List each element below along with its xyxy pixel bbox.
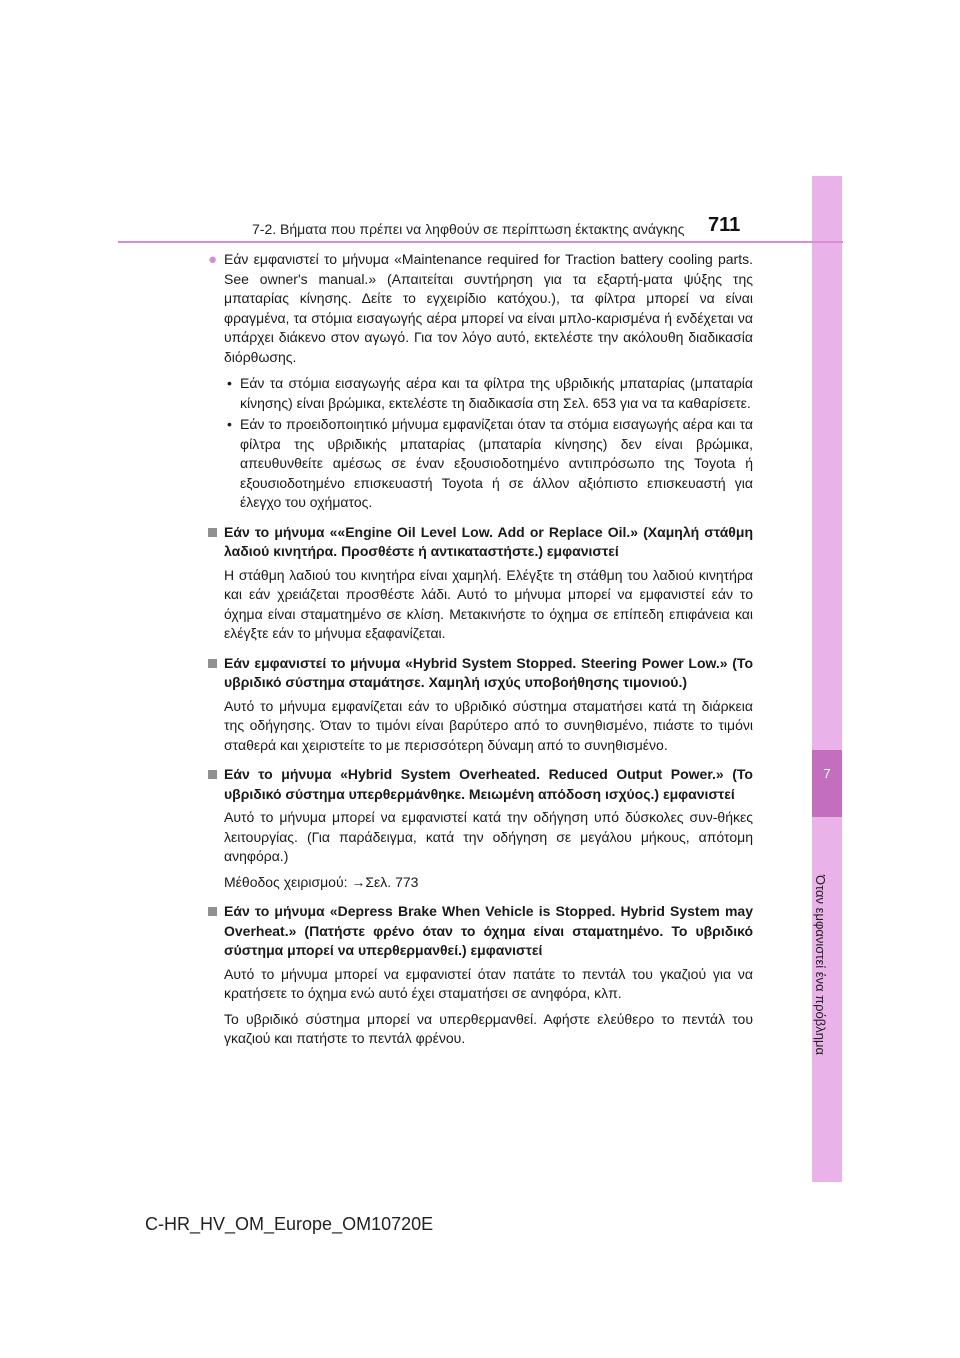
section-body: Αυτό το μήνυμα μπορεί να εμφανιστεί όταν πατάτε το πεντάλ του γκαζιού για να κρατήσετε το όχημα ενώ αυτό έχει σταματήσει σε ανηφόρα, κλπ. (224, 965, 753, 1001)
list-item: • Εάν τα στόμια εισαγωγής αέρα και τα φίλτρα της υβριδικής μπαταρίας (μπαταρία κίνησης) είναι βρώμικα, εκτελέστε τη διαδικασία στη Σελ. 653 για να τα καθαρίσετε. (227, 375, 753, 411)
header-divider (118, 241, 843, 243)
section-body: Η στάθμη λαδιού του κινητήρα είναι χαμηλή. Ελέγξτε τη στάθμη του λαδιού κινητήρα και εάν χρειάζεται προσθέστε λάδι. Αυτό το μήνυμα μπορεί να εμφανιστεί εάν το όχημα είναι σταματημένο σε κλίση. Μετακινήστε το όχημα σε επίπεδη επιφάνεια και ελέγξτε εάν το μήνυμα εξαφανίζεται. (224, 566, 753, 641)
dot-bullet-icon: • (227, 416, 232, 432)
square-bullet-icon (208, 907, 217, 916)
operation-method: Μέθοδος χειρισμού: →Σελ. 773 (224, 873, 419, 890)
intro-paragraph (208, 250, 753, 367)
document-code: C-HR_HV_OM_Europe_OM10720E (145, 1214, 434, 1234)
section-title: Εάν το μήνυμα «Hybrid System Overheated. Reduced Output Power.» (Το υβριδικό σύστημα υπερθερμάνθηκε. Μειωμένη απόδοση ισχύος.) εμφανιστεί (224, 766, 753, 802)
section-hybrid-overheated (208, 765, 753, 892)
circle-bullet-icon: ● (208, 251, 218, 268)
section-body: Αυτό το μήνυμα μπορεί να εμφανιστεί κατά την οδήγηση υπό δύσκολες συν-θήκες λειτουργίας. (Για παράδειγμα, κατά την οδήγηση σε μεγάλου μήκους, απότομη ανηφόρα.) (224, 809, 753, 864)
page-content (208, 250, 753, 1049)
intro-list (224, 374, 753, 513)
section-title: Εάν το μήνυμα «Depress Brake When Vehicle is Stopped. Hybrid System may Overheat.» (Πατήστε φρένο όταν το όχημα είναι σταματημένο. Το υβριδικό σύστημα μπορεί να υπερθερμανθεί.) εμφανιστεί (224, 903, 753, 958)
section-depress-brake (208, 902, 753, 1049)
dot-bullet-icon: • (227, 375, 232, 391)
section-header-title: 7-2. Βήματα που πρέπει να ληφθούν σε περίπτωση έκτακτης ανάγκης (252, 221, 685, 237)
section-body: Το υβριδικό σύστημα μπορεί να υπερθερμανθεί. Αφήστε ελεύθερο το πεντάλ του γκαζιού και πατήστε το πεντάλ φρένου. (224, 1010, 753, 1046)
square-bullet-icon (208, 659, 217, 668)
section-body: Αυτό το μήνυμα εμφανίζεται εάν το υβριδικό σύστημα σταματήσει κατά τη διάρκεια της οδήγησης. Όταν το τιμόνι είναι βαρύτερο από το συνηθισμένο, πιάστε το τιμόνι σταθερά και χειριστείτε το με περισσότερη δύναμη από το συνηθισμένο. (224, 697, 753, 753)
section-hybrid-stopped (208, 654, 753, 756)
section-oil-level (208, 523, 753, 644)
intro-text: Εάν εμφανιστεί το μήνυμα «Maintenance required for Traction battery cooling parts. See owner's manual.» (Απαιτείται συντήρηση για τα εξαρτή-ματα ψύξης της μπαταρίας κίνησης. Δείτε το εγχειρίδιο κατόχου.), τα φίλτρα μπορεί να είναι φραγμένα, τα στόμια εισαγωγής αέρα μπορεί να είναι μπλο-καρισμένα ή ενδέχεται να υπάρχει διάκενο στον αγωγό. Για τον λόγο αυτό, εκτελέστε την ακόλουθη διαδικασία διόρθωσης. (224, 251, 753, 365)
square-bullet-icon (208, 528, 217, 537)
chapter-title: Όταν εμφανιστεί ένα πρόβλημα (813, 875, 828, 1055)
section-title: Εάν το μήνυμα ««Engine Oil Level Low. Add or Replace Oil.» (Χαμηλή στάθμη λαδιού κινητήρα. Προσθέστε ή αντικαταστήστε.) εμφανιστεί (224, 523, 753, 559)
square-bullet-icon (208, 770, 217, 779)
chapter-number: 7 (823, 766, 831, 781)
page-number: 711 (708, 214, 741, 236)
list-item: • Εάν το προειδοποιητικό μήνυμα εμφανίζεται όταν τα στόμια εισαγωγής αέρα και τα φίλτρα της υβριδικής μπαταρίας (μπαταρία κίνησης) δεν είναι βρώμικα, απευθυνθείτε αμέσως σε έναν εξουσιοδοτημένο αντιπρόσωπο της Toyota ή εξουσιοδοτημένο επισκευαστή Toyota ή σε άλλον αξιόπιστο επισκευαστή για έλεγχο του οχήματος. (227, 416, 753, 510)
section-title: Εάν εμφανιστεί το μήνυμα «Hybrid System Stopped. Steering Power Low.» (Το υβριδικό σύστημα σταμάτησε. Χαμηλή ισχύς υποβοήθησης τιμονιού.) (224, 654, 753, 690)
chapter-number-tab (812, 750, 842, 817)
